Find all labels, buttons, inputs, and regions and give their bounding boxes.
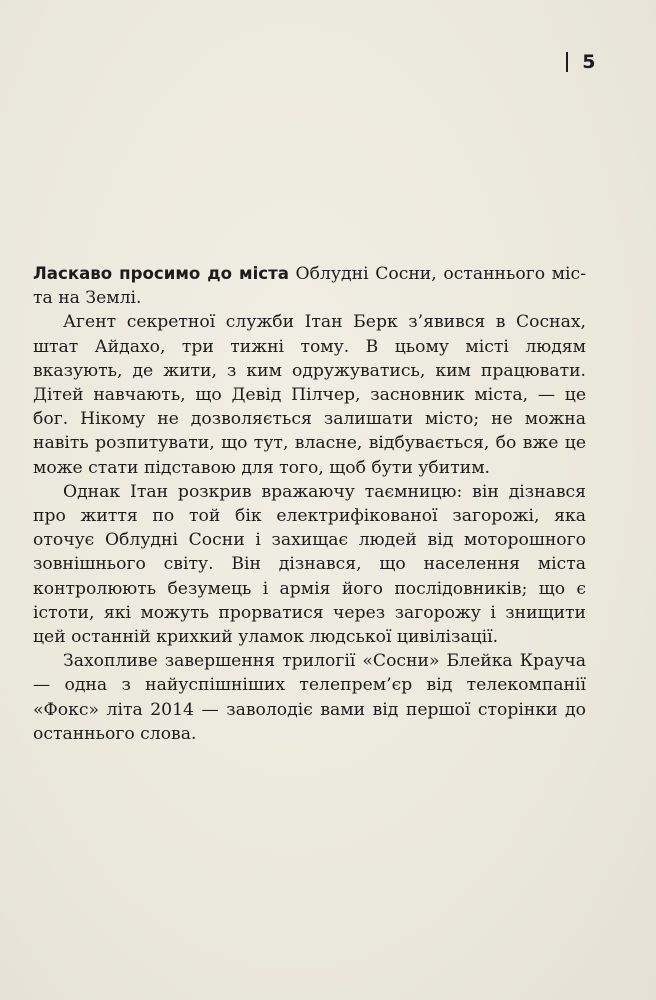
paragraph-finale: Захопливе завершення трилогії «Сосни» Блейка Крауча — одна з найуспішніших телепрем’єр від телекомпанії «Фокс» літа 2014 — заволодіє вами від першої сторінки до останнього слова. <box>33 651 586 744</box>
page-number: 5 <box>582 51 596 73</box>
header-divider <box>566 52 568 72</box>
paragraph-secret: Однак Ітан розкрив вражаючу таємницю: він дізнався про життя по той бік електрифікованої загорожі, яка оточує Облудні Сосни і захищає людей від моторошного зовнішнього світу. Він дізнався, що населення міста контролюють безумець і армія його послідовників; що є істоти, які можуть прорватися через загорожу і знищити цей останній крихкий уламок людської цивілізації. <box>33 481 586 648</box>
page-header <box>566 51 596 73</box>
intro-bold-text: Ласкаво просимо до міста <box>33 264 289 283</box>
paragraph-agent: Агент секретної служби Ітан Берк з’явився в Соснах, штат Айдахо, три тижні тому. В цьому місті людям вказують, де жити, з ким одружуватись, ким працювати. Дітей навчають, що Девід Пілчер, засновник міста, — це бог. Нікому не дозволяється залишати місто; не можна навіть розпитувати, що тут, власне, відбувається, бо вже це може стати підставою для того, щоб бути убитим. <box>33 312 586 478</box>
blurb-text <box>33 262 586 746</box>
intro-paragraph <box>33 262 586 310</box>
intro-rest-text: Облудні Сосни, останнього міста на Землі. <box>33 264 586 309</box>
